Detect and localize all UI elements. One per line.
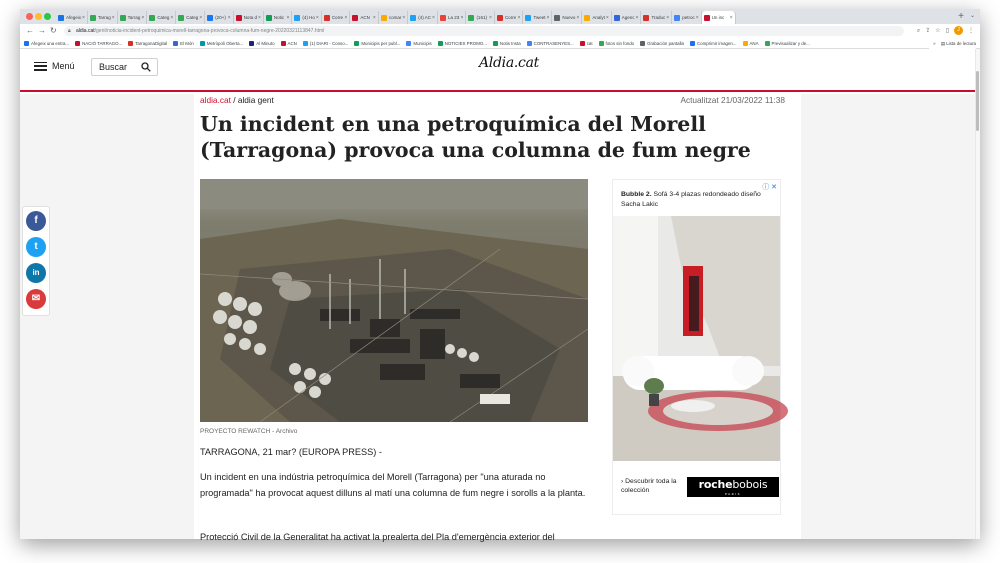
bookmark-item[interactable]	[580, 41, 593, 46]
browser-tab[interactable]	[702, 11, 736, 24]
bookmark-label: ACN	[287, 40, 297, 46]
close-window-button[interactable]	[26, 13, 33, 20]
tab-title: Categ	[186, 15, 199, 20]
tab-close-icon[interactable]: ×	[257, 14, 261, 21]
search-button[interactable]	[91, 58, 158, 76]
ad-title-rest: Sofá 3-4 plazas redondeado diseño Sacha Lakic	[621, 191, 761, 208]
tab-title: Nota d	[243, 15, 257, 20]
bookmark-label: Metròpoli Oberta...	[206, 40, 244, 46]
breadcrumb	[200, 95, 274, 105]
bookmark-favicon	[249, 41, 254, 46]
tab-close-icon[interactable]: ×	[635, 14, 639, 21]
search-label: Buscar	[99, 62, 128, 72]
browser-tab[interactable]	[438, 11, 467, 24]
bookmark-label: NACIÓ TARRAGO...	[82, 40, 123, 46]
browser-tab[interactable]	[523, 11, 552, 24]
article-paragraph: Protecció Civil de la Generalitat ha activat la prealerta del Pla d'emergència exterior del	[200, 532, 555, 542]
bookmark-favicon	[24, 41, 29, 46]
tab-close-icon[interactable]: ×	[199, 14, 203, 21]
bookmark-item[interactable]	[281, 41, 297, 46]
tab-title: Tarrag	[127, 15, 141, 20]
hamburger-icon	[34, 62, 47, 71]
bookmark-favicon	[354, 41, 359, 46]
article	[194, 92, 801, 542]
reading-list[interactable]: Lista de lectura	[946, 41, 976, 46]
right-gutter	[801, 94, 975, 539]
tab-close-icon[interactable]: ×	[695, 14, 699, 21]
tab-title: Un inc	[711, 15, 725, 20]
tab-close-icon[interactable]: ×	[576, 14, 580, 21]
bookmark-label: Afegeix una entra...	[31, 40, 70, 46]
bookmark-item[interactable]	[173, 41, 194, 46]
tab-favicon	[440, 15, 446, 21]
tab-favicon	[704, 15, 710, 21]
tab-favicon	[352, 15, 358, 21]
bookmark-favicon	[281, 41, 286, 46]
tab-close-icon[interactable]: ×	[489, 14, 492, 21]
photo-caption: PROYECTO REWATCH - Archivo	[200, 428, 298, 435]
tab-title: Agenc	[621, 15, 635, 20]
bookmark-favicon	[75, 41, 80, 46]
tab-favicon	[468, 15, 474, 21]
tab-close-icon[interactable]: ×	[729, 14, 733, 21]
url-host: aldia.cat	[76, 28, 95, 34]
tab-favicon	[614, 15, 620, 21]
facebook-share-icon[interactable]: f	[26, 211, 46, 231]
bookmark-label: fotos sin fondo	[605, 40, 635, 46]
browser-tab[interactable]	[234, 11, 264, 24]
tab-title: (20+)	[215, 15, 226, 20]
bookmark-label: El Món	[180, 40, 194, 46]
bookmark-favicon	[527, 41, 532, 46]
bookmark-item[interactable]	[303, 41, 349, 46]
browser-menu-icon[interactable]: ⋮	[968, 28, 974, 34]
web-page	[20, 49, 980, 542]
bookmark-label: Notis Insta	[499, 40, 521, 46]
browser-tab[interactable]	[176, 11, 205, 24]
tab-title: (4) Ho	[302, 15, 315, 20]
bookmark-label: TarragonaDigital	[135, 40, 168, 46]
tab-close-icon[interactable]: ×	[315, 14, 319, 21]
browser-tab[interactable]	[612, 11, 642, 24]
tab-close-icon[interactable]: ×	[666, 14, 670, 21]
tab-close-icon[interactable]: ×	[460, 14, 464, 21]
bookmark-item[interactable]	[354, 41, 400, 46]
tab-favicon	[294, 15, 300, 21]
browser-window	[20, 9, 980, 542]
browser-tab[interactable]	[205, 11, 234, 24]
tab-title: Afegeix	[66, 15, 82, 20]
url-path: /gent/noticia-incident-petroquimica-morell-tarragona-provoca-columna-fum-negre-20220321113847.html	[94, 28, 325, 34]
site-header	[20, 49, 975, 92]
tab-close-icon[interactable]: ×	[170, 14, 174, 21]
tab-title: Traduc	[651, 15, 666, 20]
bookmark-item[interactable]	[527, 41, 574, 46]
tab-favicon	[266, 15, 272, 21]
tab-search-icon[interactable]: ⌄	[969, 13, 975, 19]
bookmark-item[interactable]	[24, 41, 69, 46]
ad-choices-icon[interactable]: ⓘ ✕	[762, 184, 777, 191]
bookmark-item[interactable]	[200, 41, 243, 46]
tab-title: Nuevo	[562, 15, 576, 20]
tab-favicon	[497, 15, 503, 21]
left-gutter	[20, 94, 194, 539]
browser-tab[interactable]	[118, 11, 148, 24]
share-bar	[22, 206, 50, 316]
tab-favicon	[207, 15, 213, 21]
browser-tab[interactable]	[379, 11, 408, 24]
tab-title: (161)	[476, 15, 487, 20]
share-page-icon[interactable]: ⇪	[925, 28, 931, 34]
bookmark-item[interactable]	[765, 41, 810, 46]
bookmark-label: (1) DIARI - Conso...	[309, 40, 349, 46]
article-photo	[200, 179, 588, 422]
site-logo[interactable]: Aldia.cat	[479, 55, 539, 71]
bookmark-label: CONTRASENYES...	[533, 40, 574, 46]
updated-timestamp: Actualitzat 21/03/2022 11:38	[680, 95, 785, 105]
bookmark-favicon	[303, 41, 308, 46]
browser-tab[interactable]	[56, 11, 88, 24]
ad-brand-light: bobois	[732, 478, 768, 491]
bookmark-item[interactable]	[438, 41, 487, 46]
bookmark-favicon	[599, 41, 604, 46]
ad-brand-logo[interactable]	[687, 477, 779, 497]
tab-favicon	[525, 15, 531, 21]
bookmark-label: NOTICIES PROMO...	[444, 40, 487, 46]
bookmarks-more-icon[interactable]: »	[933, 41, 936, 46]
tab-favicon	[178, 15, 184, 21]
tab-close-icon[interactable]: ×	[227, 14, 231, 21]
tab-favicon	[324, 15, 330, 21]
tab-favicon	[381, 15, 387, 21]
tab-close-icon[interactable]: ×	[82, 14, 85, 21]
ad-brand-bold: roche	[698, 478, 733, 491]
bookmark-favicon	[765, 41, 770, 46]
bookmark-favicon	[640, 41, 645, 46]
tab-title: Corre	[504, 15, 517, 20]
tab-favicon	[674, 15, 680, 21]
tab-favicon	[584, 15, 590, 21]
linkedin-share-icon[interactable]: in	[26, 263, 46, 283]
browser-tab[interactable]	[408, 11, 438, 24]
bookmark-favicon	[690, 41, 695, 46]
breadcrumb-separator: /	[230, 95, 238, 105]
toolbar	[20, 24, 980, 38]
ad-cta-link[interactable]: › Descubrir toda la colección	[621, 478, 677, 494]
twitter-share-icon[interactable]: t	[26, 237, 46, 257]
bookmark-label: Al Minuto	[256, 40, 275, 46]
bookmark-item[interactable]	[75, 41, 122, 46]
browser-tab[interactable]	[322, 11, 351, 24]
tab-close-icon[interactable]: ×	[111, 14, 115, 21]
profile-avatar[interactable]: J	[954, 26, 963, 35]
menu-button[interactable]	[34, 61, 75, 71]
reload-icon[interactable]: ↻	[50, 26, 57, 35]
bookmark-label: Municipis per publ...	[361, 40, 401, 46]
lock-icon[interactable]: 🔒︎	[68, 28, 71, 34]
breadcrumb-section[interactable]: aldia gent	[237, 95, 274, 105]
tab-close-icon[interactable]: ×	[402, 14, 406, 21]
bookmark-label: Comprimir imagen...	[696, 40, 737, 46]
bookmarks-bar	[20, 38, 980, 49]
tab-favicon	[643, 15, 649, 21]
bookmark-favicon	[406, 41, 411, 46]
bookmark-label: Grabación pantalla	[647, 40, 684, 46]
extensions-icon[interactable]: ▯	[945, 28, 949, 34]
tab-title: Notic	[273, 15, 285, 20]
tab-title: comar	[388, 15, 402, 20]
browser-tab[interactable]	[672, 11, 701, 24]
search-icon	[141, 62, 151, 72]
tab-favicon	[236, 15, 242, 21]
browser-tab[interactable]	[582, 11, 611, 24]
ad-image[interactable]	[613, 216, 780, 461]
bookmark-label: Previsualizar y de...	[771, 40, 810, 46]
browser-tab[interactable]	[350, 11, 379, 24]
tab-title: Tarrag	[97, 15, 111, 20]
bookmark-item[interactable]	[743, 41, 759, 46]
bookmark-label: cat	[586, 40, 593, 46]
bookmark-favicon	[173, 41, 178, 46]
tab-favicon	[410, 15, 416, 21]
bookmark-favicon	[580, 41, 585, 46]
bookmark-item[interactable]	[128, 41, 167, 46]
article-headline: Un incident en una petroquímica del Morell (Tarragona) provoca una columna de fum negre	[200, 112, 751, 162]
tab-title: Analyt	[592, 15, 605, 20]
bookmark-favicon	[438, 41, 443, 46]
zoom-icon[interactable]: ⌕	[916, 28, 921, 34]
ad-title[interactable]	[621, 190, 771, 209]
menu-label: Menú	[52, 61, 75, 71]
bookmark-favicon	[200, 41, 205, 46]
tab-close-icon[interactable]: ×	[344, 14, 348, 21]
browser-tab[interactable]	[552, 11, 582, 24]
article-dateline: TARRAGONA, 21 mar? (EUROPA PRESS) -	[200, 447, 382, 457]
tab-close-icon[interactable]: ×	[432, 14, 435, 21]
tab-favicon	[58, 15, 64, 21]
bookmarks-end	[929, 38, 976, 49]
scrollbar-thumb[interactable]	[976, 71, 979, 131]
address-bar[interactable]	[64, 26, 904, 36]
back-icon[interactable]: ←	[26, 26, 34, 35]
reading-list-icon[interactable]: ▤	[940, 41, 945, 46]
new-tab-button[interactable]: +	[958, 11, 964, 22]
browser-tab[interactable]	[641, 11, 672, 24]
bookmark-favicon	[743, 41, 748, 46]
tab-close-icon[interactable]: ×	[605, 14, 609, 21]
article-paragraph: Un incident en una indústria petroquímica del Morell (Tarragona) per "una aturada no programada" ha provocat aquest dilluns al matí una columna de fum negre i sorolls a la planta.	[200, 472, 586, 498]
bookmark-label: Municipis	[413, 40, 432, 46]
bookmark-item[interactable]	[406, 41, 431, 46]
tab-title: Categ	[157, 15, 170, 20]
ad-title-bold: Bubble 2.	[621, 191, 652, 198]
browser-tab[interactable]	[495, 11, 524, 24]
tab-title: petroc	[682, 15, 695, 20]
browser-tab[interactable]	[292, 11, 321, 24]
bookmark-label: ANA	[749, 40, 759, 46]
tab-close-icon[interactable]: ×	[286, 14, 290, 21]
tab-title: La 23	[447, 15, 460, 20]
tab-title: Tweet	[533, 15, 546, 20]
email-share-icon[interactable]: ✉	[26, 289, 46, 309]
tabs	[56, 11, 950, 24]
tab-close-icon[interactable]: ×	[546, 14, 550, 21]
breadcrumb-site[interactable]: aldia.cat	[200, 95, 231, 105]
tab-favicon	[120, 15, 126, 21]
browser-tab[interactable]	[466, 11, 495, 24]
toolbar-icons	[917, 26, 974, 36]
bookmark-favicon	[493, 41, 498, 46]
bookmark-item[interactable]	[493, 41, 521, 46]
tab-title: (4) AC	[418, 15, 432, 20]
tab-title: ACN	[360, 15, 370, 20]
forward-icon[interactable]: →	[38, 26, 46, 35]
bookmark-favicon	[128, 41, 133, 46]
browser-tab[interactable]	[147, 11, 176, 24]
maximize-window-button[interactable]	[44, 13, 51, 20]
bookmark-item[interactable]	[690, 41, 737, 46]
ad-brand-sub: PARIS	[724, 492, 742, 496]
page-scrollbar[interactable]	[975, 49, 980, 539]
tab-close-icon[interactable]: ×	[517, 14, 521, 21]
tab-strip	[20, 9, 980, 24]
bookmark-item[interactable]	[640, 41, 684, 46]
browser-tab[interactable]	[88, 11, 118, 24]
advertisement[interactable]	[612, 179, 781, 515]
minimize-window-button[interactable]	[35, 13, 42, 20]
tab-close-icon[interactable]: ×	[372, 14, 376, 21]
bookmark-star-icon[interactable]: ☆	[935, 28, 941, 34]
bookmark-item[interactable]	[599, 41, 635, 46]
tab-title: Corre	[331, 15, 344, 20]
tab-favicon	[90, 15, 96, 21]
bookmark-item[interactable]	[249, 41, 274, 46]
tab-favicon	[554, 15, 560, 21]
tab-close-icon[interactable]: ×	[141, 14, 145, 21]
browser-tab[interactable]	[264, 11, 293, 24]
tab-favicon	[149, 15, 155, 21]
